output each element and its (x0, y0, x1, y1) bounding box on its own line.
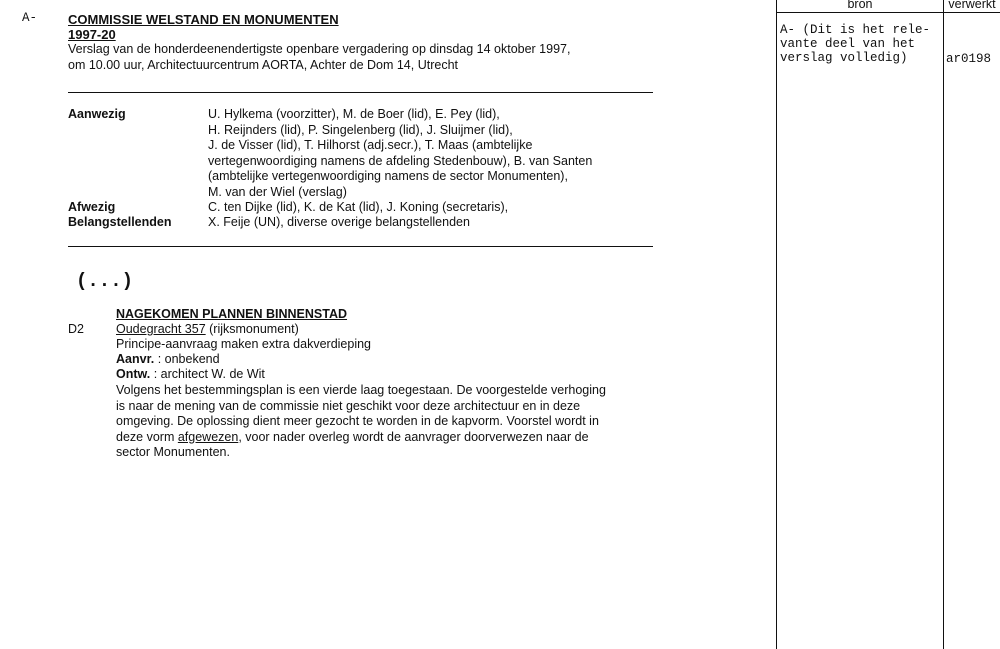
header-rule (776, 12, 1000, 13)
item-address (116, 322, 299, 336)
section-title: NAGEKOMEN PLANNEN BINNENSTAD (116, 307, 348, 321)
present-line: U. Hylkema (voorzitter), M. de Boer (lid), E. Pey (lid), (208, 107, 500, 121)
applicant-label: Aanvr. (116, 352, 155, 366)
absent-label: Afwezig (68, 200, 116, 214)
present-list (208, 107, 648, 207)
source-note (780, 23, 940, 71)
body-line-start: deze vorm (116, 429, 178, 444)
divider (68, 92, 653, 93)
absent-list: C. ten Dijke (lid), K. de Kat (lid), J. Koning (secretaris), (208, 200, 509, 214)
applicant-row (116, 352, 220, 366)
item-code: D2 (68, 322, 84, 336)
applicant-value: : onbekend (154, 352, 220, 366)
body-line: sector Monumenten. (116, 445, 230, 459)
note-line: verslag volledig) (780, 51, 908, 65)
note-line: vante deel van het (780, 37, 916, 51)
address-note: (rijksmonument) (205, 322, 299, 336)
intro-line: om 10.00 uur, Architectuurcentrum AORTA, Achter de Dom 14, Utrecht (68, 58, 458, 72)
column-header-bron: bron (847, 0, 873, 11)
body-line: is naar de mening van de commissie niet geschikt voor deze architectuur en in deze (116, 398, 581, 413)
divider (68, 246, 653, 247)
present-line: (ambtelijke vertegenwoordiging namens de sector Monumenten), (208, 169, 568, 183)
present-label: Aanwezig (68, 107, 126, 121)
body-line: Volgens het bestemmingsplan is een vierde laag toegestaan. De voorgestelde verhoging (116, 383, 606, 397)
interested-label: Belangstellenden (68, 215, 172, 229)
processed-code: ar0198 (946, 52, 992, 66)
column-divider (943, 0, 944, 649)
omission-marker: (...) (76, 270, 134, 292)
designer-value: : architect W. de Wit (150, 367, 265, 381)
present-line: M. van der Wiel (verslag) (208, 184, 347, 199)
request-text: Principe-aanvraag maken extra dakverdieping (116, 337, 372, 351)
designer-row (116, 367, 265, 381)
margin-marker: A- (22, 11, 38, 25)
report-number: 1997-20 (68, 27, 116, 42)
decision-text (116, 383, 656, 463)
intro-line: Verslag van de honderdeenendertigste openbare vergadering op dinsdag 14 oktober 1997, (68, 42, 571, 56)
body-line-end: , voor nader overleg wordt de aanvrager doorverwezen naar de (238, 429, 589, 444)
body-line: omgeving. De oplossing dient meer gezocht te worden in de kapvorm. Voorstel wordt in (116, 414, 599, 428)
present-line: H. Reijnders (lid), P. Singelenberg (lid), J. Sluijmer (lid), (208, 122, 513, 137)
present-line: J. de Visser (lid), T. Hilhorst (adj.secr.), T. Maas (ambtelijke (208, 138, 533, 152)
address: Oudegracht 357 (116, 322, 206, 336)
intro-text (68, 42, 668, 76)
column-divider (776, 0, 777, 649)
present-line: vertegenwoordiging namens de afdeling Stedenbouw), B. van Santen (208, 153, 593, 168)
decision: afgewezen (177, 429, 239, 444)
note-line: A- (Dit is het rele- (780, 23, 931, 37)
page-title: COMMISSIE WELSTAND EN MONUMENTEN (68, 12, 339, 27)
interested-list: X. Feije (UN), diverse overige belangstellenden (208, 215, 470, 229)
column-header-verwerkt: verwerkt (948, 0, 996, 11)
designer-label: Ontw. (116, 367, 151, 381)
body-line (116, 430, 589, 444)
